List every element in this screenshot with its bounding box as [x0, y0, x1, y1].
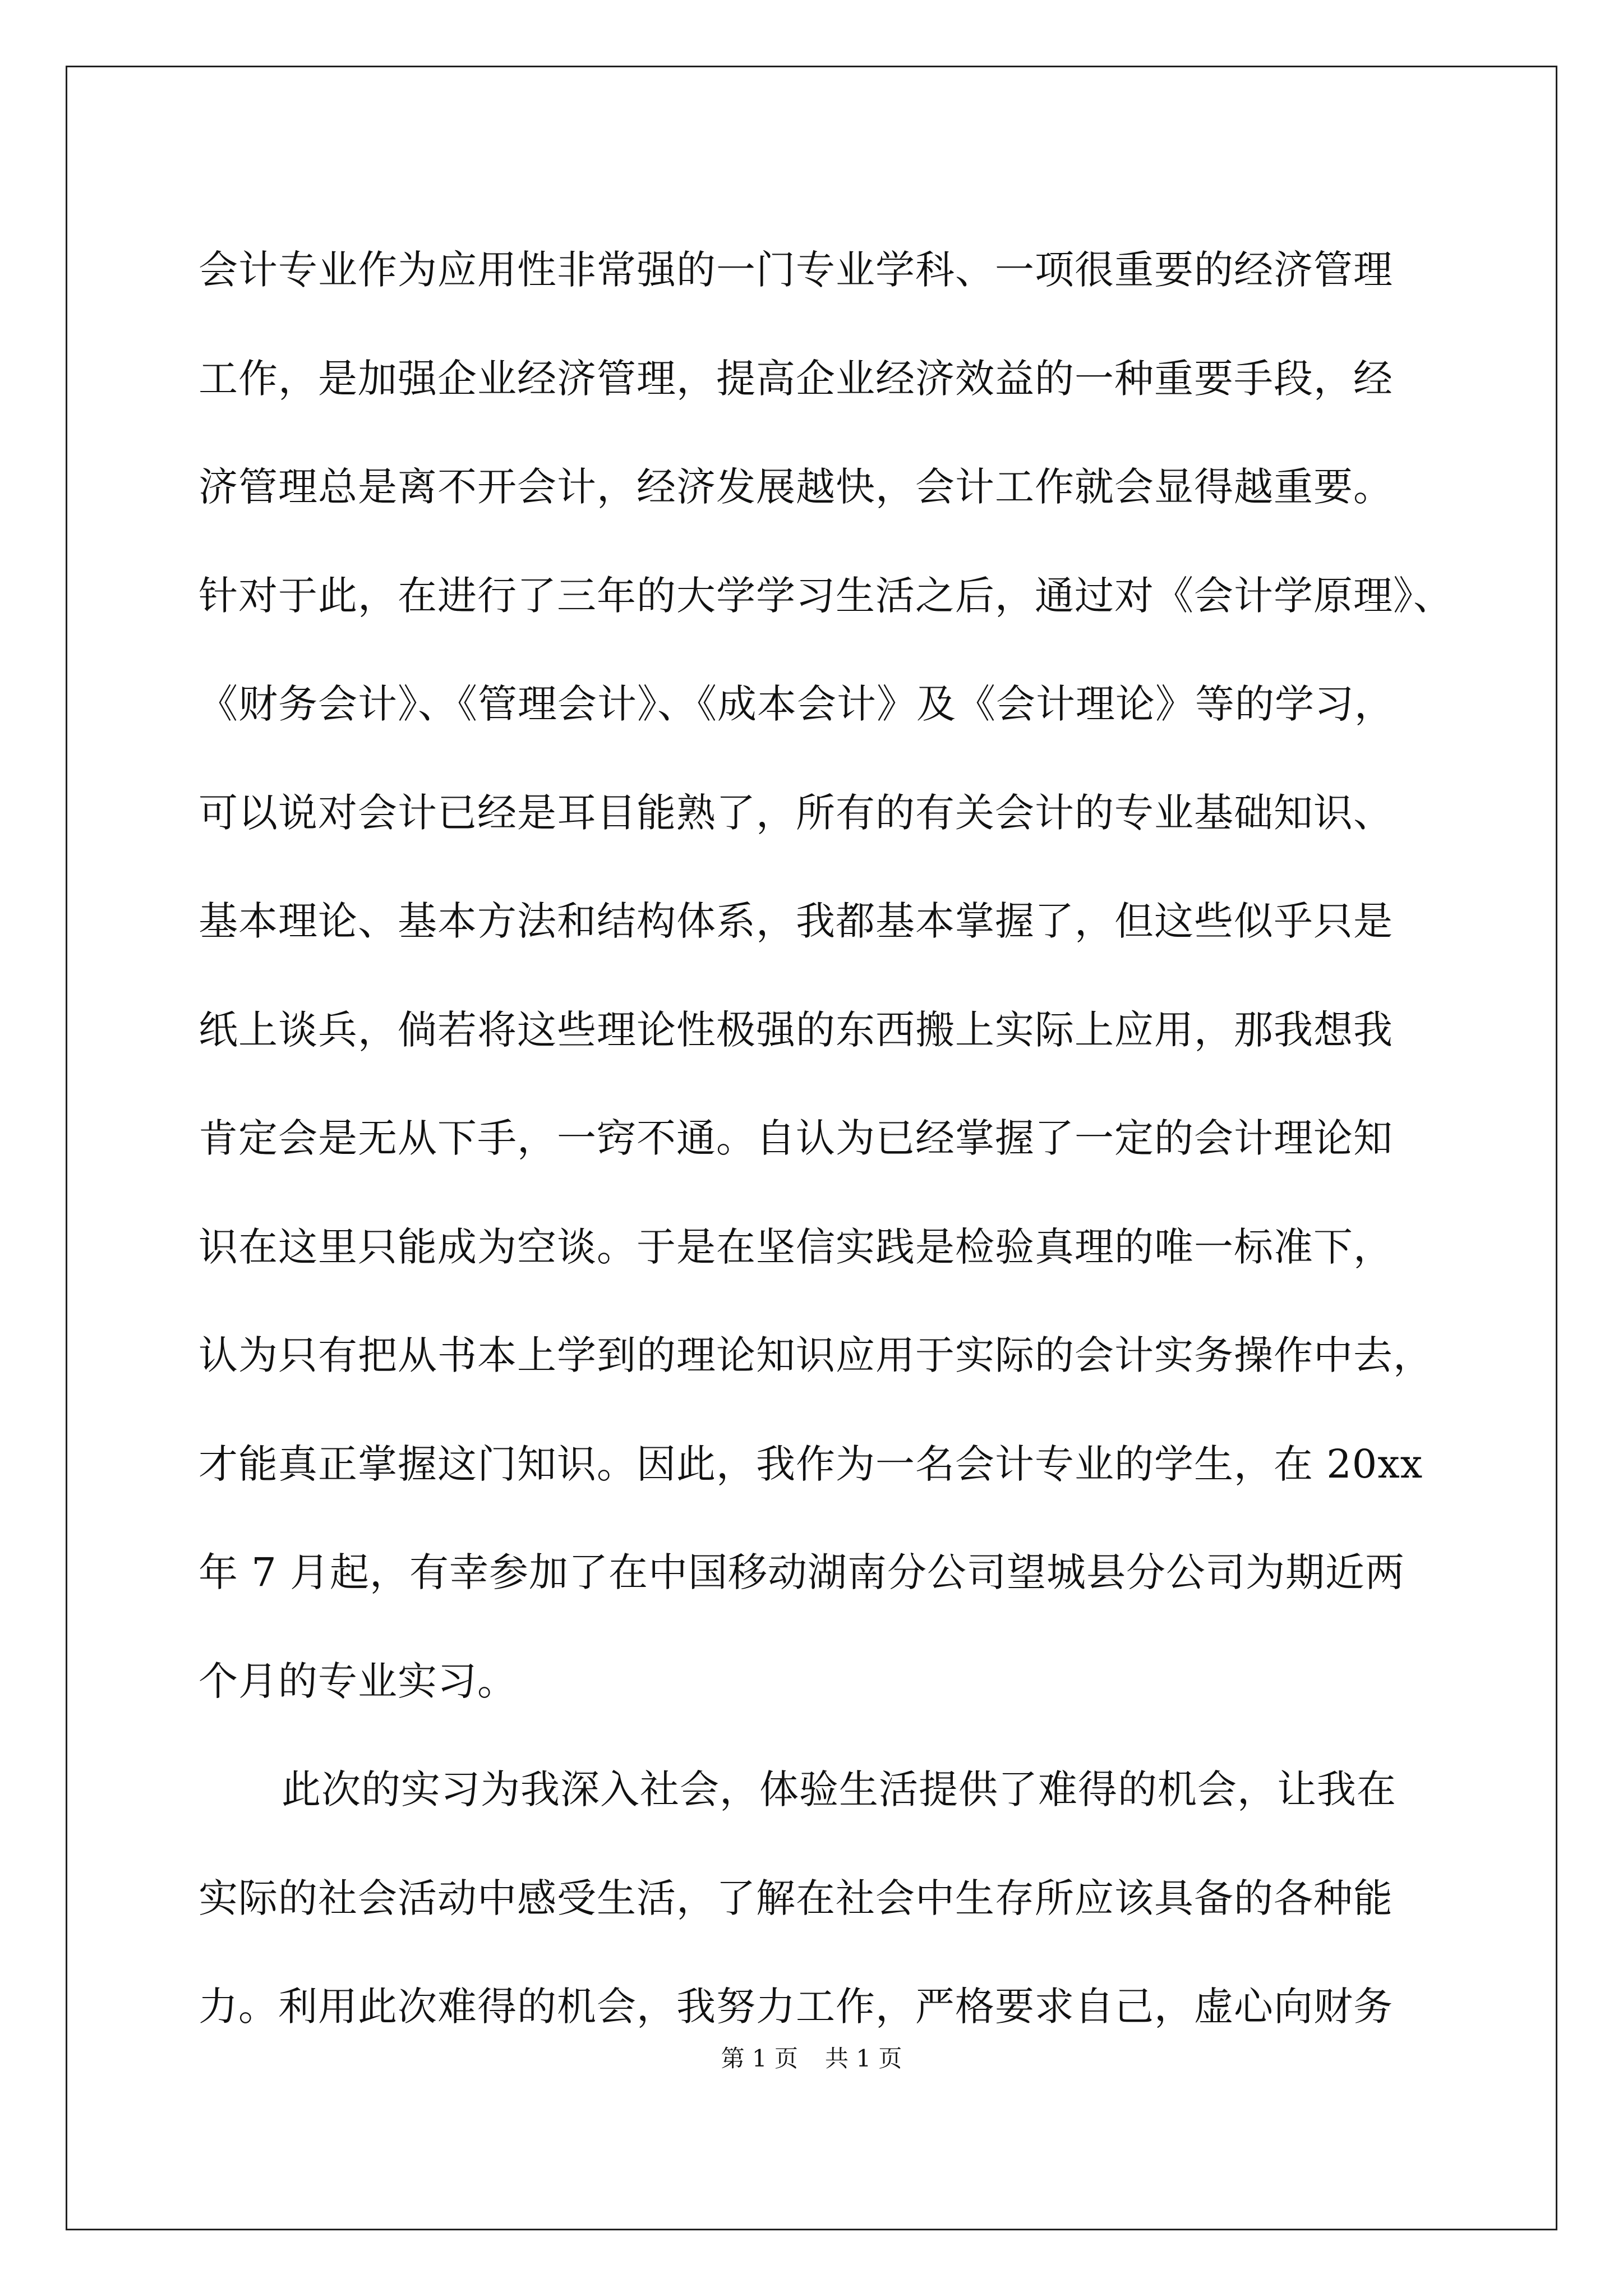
text-line: 力。利用此次难得的机会，我努力工作，严格要求自己，虚心向财务	[199, 1984, 1393, 2030]
text-line: 纸上谈兵，倘若将这些理论性极强的东西搬上实际上应用，那我想我	[199, 1006, 1393, 1053]
text-line: 《财务会计》、《管理会计》、《成本会计》及《会计理论》等的学习，	[199, 681, 1394, 727]
text-line: 个月的专业实习。	[199, 1658, 517, 1704]
paragraph-start-line: 此次的实习为我深入社会，体验生活提供了难得的机会，让我在	[282, 1766, 1396, 1812]
text-line: 实际的社会活动中感受生活，了解在社会中生存所应该具备的各种能	[199, 1875, 1393, 1921]
page-number-total: 共 1 页	[825, 2045, 902, 2072]
page-number-current: 第 1 页	[721, 2045, 798, 2072]
text-line: 针对于此，在进行了三年的大学学习生活之后，通过对《会计学原理》、	[199, 572, 1453, 619]
text-line: 济管理总是离不开会计，经济发展越快，会计工作就会显得越重要。	[199, 464, 1393, 510]
text-line: 年 7 月起，有幸参加了在中国移动湖南分公司望城县分公司为期近两	[199, 1549, 1405, 1595]
text-line: 才能真正掌握这门知识。因此，我作为一名会计专业的学生，在 20xx	[199, 1441, 1423, 1487]
text-line: 认为只有把从书本上学到的理论知识应用于实际的会计实务操作中去，	[199, 1332, 1433, 1378]
document-body	[199, 216, 1466, 2062]
text-line: 工作，是加强企业经济管理，提高企业经济效益的一种重要手段，经	[199, 355, 1393, 402]
text-line: 可以说对会计已经是耳目能熟了，所有的有关会计的专业基础知识、	[199, 789, 1393, 836]
text-line: 基本理论、基本方法和结构体系，我都基本掌握了，但这些似乎只是	[199, 898, 1393, 944]
text-line: 会计专业作为应用性非常强的一门专业学科、一项很重要的经济管理	[199, 247, 1393, 293]
text-line: 识在这里只能成为空谈。于是在坚信实践是检验真理的唯一标准下，	[199, 1223, 1393, 1270]
text-line: 肯定会是无从下手，一窍不通。自认为已经掌握了一定的会计理论知	[199, 1115, 1393, 1161]
page-footer	[0, 2042, 1623, 2076]
